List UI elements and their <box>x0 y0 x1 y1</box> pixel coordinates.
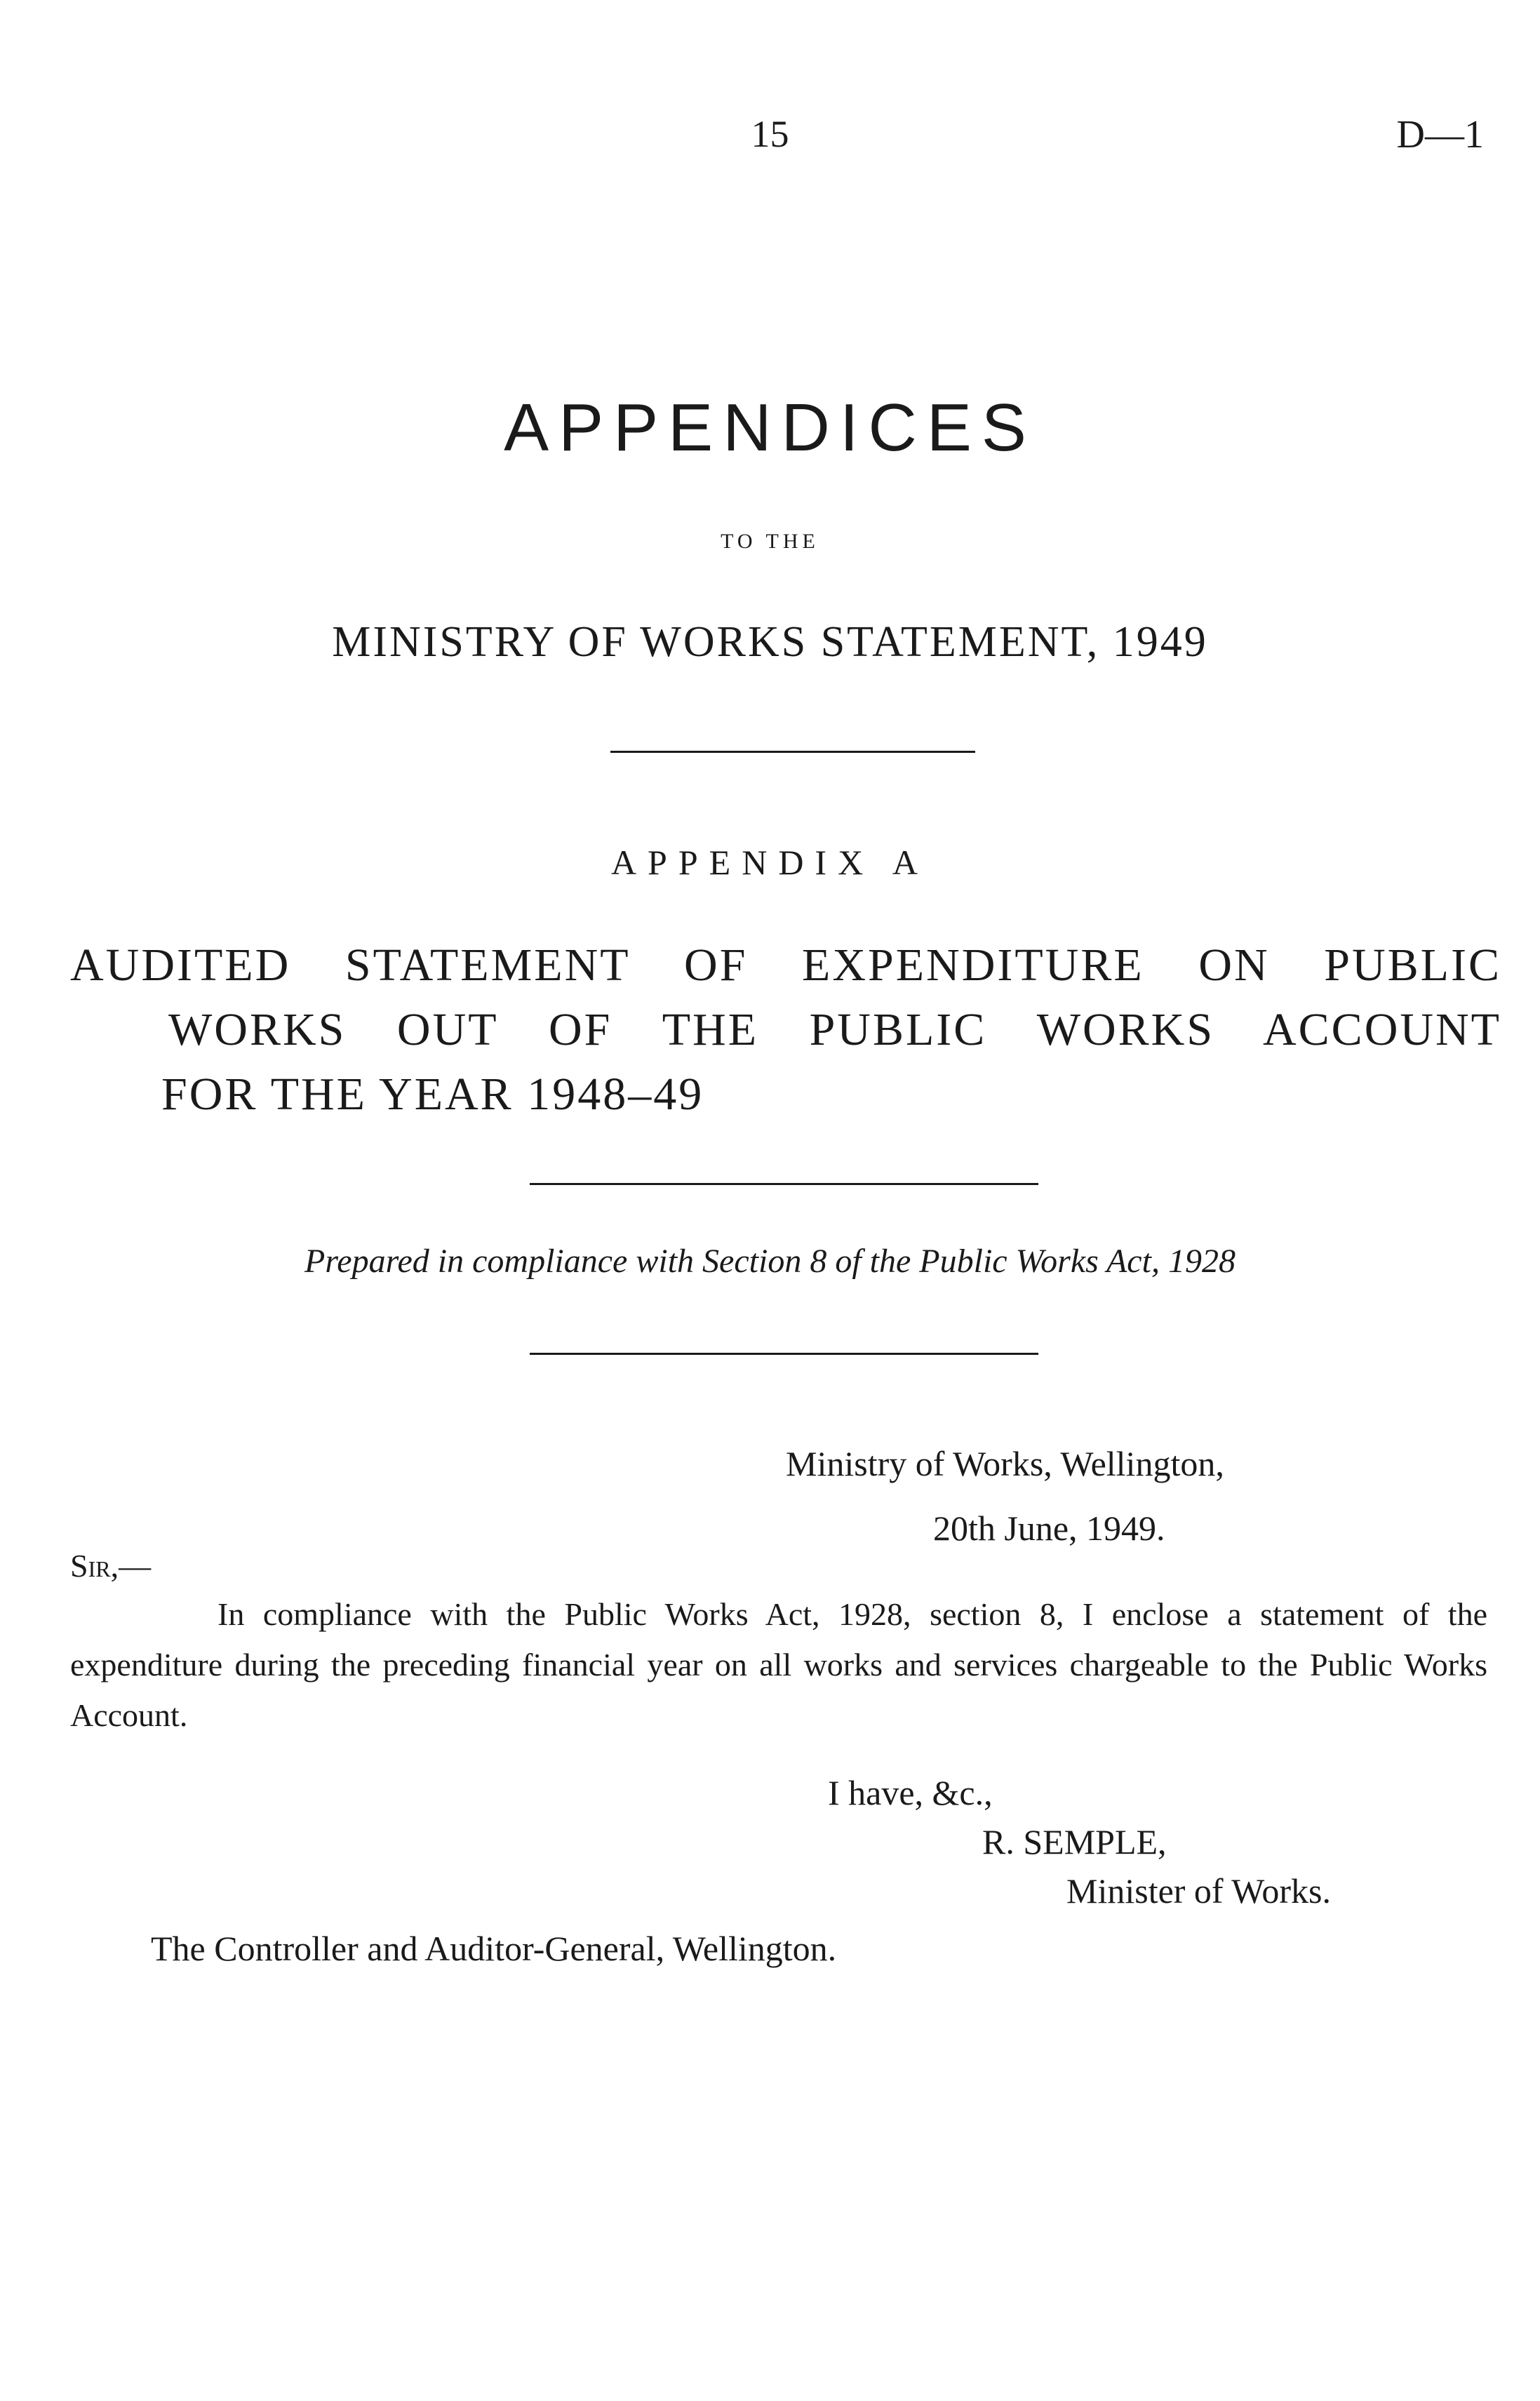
statement-subtitle: MINISTRY OF WORKS STATEMENT, 1949 <box>332 618 1208 666</box>
salutation-text: Sir,— <box>70 1548 152 1584</box>
letter-body: In compliance with the Public Works Act, 1928, section 8, I enclose a statement of the expenditure during the preceding financial year on all works and services chargeable to the Public Works Account. <box>70 1596 1487 1733</box>
statement-title-line: AUDITED STATEMENT OF EXPENDITURE ON PUBLIC <box>70 939 1501 991</box>
divider-rule <box>530 1353 1038 1355</box>
addressee: The Controller and Auditor-General, Wellington. <box>151 1929 837 1968</box>
series-code: D—1 <box>1396 113 1484 156</box>
letter-signoff <box>828 1768 1331 1915</box>
salutation <box>70 1547 151 1584</box>
page-title: APPENDICES <box>504 390 1036 465</box>
address-line: Ministry of Works, Wellington, <box>786 1444 1224 1483</box>
prepared-note: Prepared in compliance with Section 8 of the Public Works Act, 1928 <box>304 1243 1236 1280</box>
page-number: 15 <box>751 113 789 155</box>
divider-rule <box>530 1183 1038 1185</box>
appendix-heading: APPENDIX A <box>610 843 930 882</box>
letter-address <box>786 1431 1224 1560</box>
closing: I have, &c., <box>828 1773 993 1812</box>
to-the-caption: TO THE <box>721 530 819 553</box>
statement-title-line: FOR THE YEAR 1948–49 <box>161 1069 704 1120</box>
statement-title-line: WORKS OUT OF THE PUBLIC WORKS ACCOUNT <box>168 1004 1501 1055</box>
statement-title <box>70 933 1501 1127</box>
signatory-role: Minister of Works. <box>1066 1871 1331 1911</box>
signatory-name: R. SEMPLE, <box>982 1822 1167 1861</box>
divider-rule <box>610 751 975 753</box>
letter-date: 20th June, 1949. <box>933 1509 1165 1548</box>
